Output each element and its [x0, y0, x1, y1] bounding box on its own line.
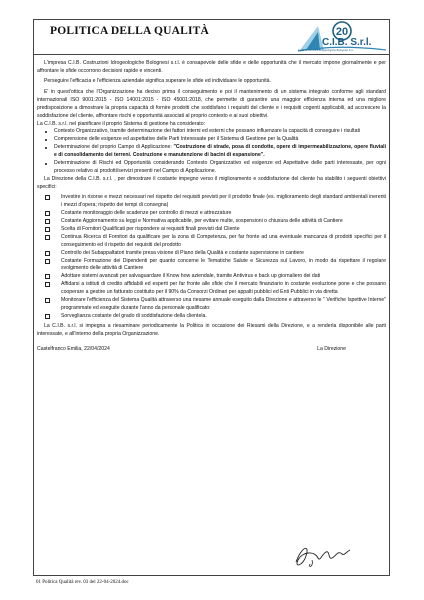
checkbox-icon [45, 227, 50, 232]
checkbox-icon [45, 235, 50, 240]
objective-item-2: Costante monitoraggio delle scadenze per controllo di mezzi e attrezzature [37, 210, 386, 218]
considered-item-4: Determinazione di Rischi ed Opportunità considerando Contesto Organizzativo ed esigenze ed Aspettative delle parti interessate, per ogni processo relativo ai prodotti/servizi presenti nel Campo di Applicazione. [37, 160, 386, 176]
objective-item-6: Controllo dei Subappaltatori tramite presa visione di Piano della Qualità e costante supervisione in cantiere [37, 250, 386, 258]
header-divider [34, 54, 389, 55]
intro-paragraph-1: L'impresa C.I.B. Costruzioni Idrogeologiche Bolognesi s.r.l. è consapevole delle sfide e delle opportunità che il mercato impone giornalmente e per affrontare le sfide occorrono decisioni rapide e vincenti. [37, 60, 386, 74]
checkbox-icon [45, 274, 50, 279]
objective-item-8: Adottare sistemi avanzati per salvaguardare il Know how aziendale, tramite Antivirus e back up giornaliero dei dati [37, 273, 386, 281]
bullet-icon [45, 147, 47, 149]
objective-item-7: Costante Formazione dei Dipendenti per quanto concerne le Tematiche Salute e Sicurezza sul Lavoro, in modo da rispettare il regolare svolgimento delle attività di Cantiere [37, 258, 386, 274]
considered-item-2: Comprensione delle esigenze ed aspettative delle Parti Interessate per il Sistema di Gestione per la Qualità [37, 136, 386, 144]
logo-anniversary-number: 20 [335, 26, 349, 38]
scope-statement: "Costruzione di strade, posa di condotte, opere di impermeabilizzazione, opere fluviali e di consolidamento dei terreni. Costruzione e manutenzione di bacini di espansione". [54, 144, 386, 159]
bullet-icon [45, 163, 47, 165]
checkbox-icon [45, 219, 50, 224]
intro-paragraph-3: E' in quest'ottica che l'Organizzazione ha deciso prima il conseguimento e poi il mantenimento di un sistema integrato conforme agli standard internazionali ISO 9001:2015 - ISO 14001:2015 - ISO 45001:2018, che permette di garantire una maggior efficienza interna ed una migliore predisposizione a dimostrare la propria capacità di fornire prodotti che soddisfano i requisiti del cliente e i requisiti cogenti applicabili, ad accrescere la soddisfazione del cliente, affrontare rischi e opportunità associati al proprio contesto e ai suoi obiettivi. [37, 88, 386, 119]
checkbox-icon [45, 251, 50, 256]
handwritten-signature [288, 540, 358, 570]
checkbox-icon [45, 195, 50, 200]
closing-paragraph: La C.I.B. s.r.l. si impegna a riesaminare periodicamente la Politica in occasione dei Riesami della Direzione, e a renderla disponibile alle parti interessate, e all'interno della propria Organizzazione. [37, 323, 386, 338]
objective-item-11: Sorveglianza costante del grado di soddisfazione della clientela. [37, 313, 386, 321]
objective-item-3: Costante Aggiornamento su leggi e Normativa applicabile, per evitare multe, sospensioni o chiusura delle attività di Cantiere [37, 218, 386, 226]
document-title: POLITICA DELLA QUALITÀ [50, 25, 210, 37]
document-footer: 01 Politica Qualità rev. 03 del 22-04-2024.doc [36, 580, 129, 585]
objective-item-1: Investire in risorse e mezzi necessari nel rispetto dei requisiti previsti per il prodotto finale (es. miglioramento degli standard ambientali inerenti i mezzi d'opera; rispetto dei tempi di consegna) [37, 194, 386, 210]
objectives-intro: La Direzione della C.I.B. s.r.l. , per dimostrare il costante impegno verso il miglioramento e soddisfazione del cliente ha stabilito i seguenti obiettivi specifici: [37, 175, 386, 190]
checkbox-icon [45, 282, 50, 287]
logo-company-fullname: C.I.B. Costruzioni Idrogeologiche Bolognesi S.r.l. [298, 49, 354, 52]
checkbox-icon [45, 211, 50, 216]
considered-item-3: Determinazione del proprio Campo di Applicazione: "Costruzione di strade, posa di condotte, opere di impermeabilizzazione, opere fluviali e di consolidamento dei terreni. Costruzione e manutenzione di bacini di espansione". [37, 144, 386, 160]
place-date: Castelfranco Emilia, 22/04/2024 [37, 346, 110, 353]
checkbox-icon [45, 314, 50, 319]
checkbox-icon [45, 259, 50, 264]
objective-item-10: Monitorare l'efficienza del Sistema Qualità attraverso una riesame annuale eseguito dalla Direzione e attraverso le " Verifiche Ispettive Interne" programmate ed eseguite durante l'anno da personale qualificato: [37, 297, 386, 313]
checkbox-icon [45, 298, 50, 303]
considered-item-1: Contesto Organizzativo, tramite determinazione dei fattori interni ed esterni che possano influenzare la capacità di conseguire i risultati [37, 128, 386, 136]
bullet-icon [45, 131, 47, 133]
policy-body [37, 60, 386, 354]
objective-item-9: Affidarsi a istituti di credito affidabili ed esperti per far fronte alle sfide che il mercato finanziario in costante evoluzione pone e che possano cooperare a gestire un fatturato costituito per il 90% da Consorzi Ordinari per appalti pubblici ed Enti Pubblici in via diretta [37, 281, 386, 297]
objective-item-4: Scelta di Fornitori Qualificati per rispondere ai requisiti finali previsti dal Cliente [37, 226, 386, 234]
signatory-label: La Direzione [317, 346, 346, 353]
objective-item-5: Continua Ricerca di Fornitori da qualificare per la zona di Competenza, per far fronte ad una eventuale mancanza di prodotti specifici per il conseguimento ed il rispetto dei requisiti del prodotto [37, 234, 386, 250]
intro-paragraph-4: La C.I.B. s.r.l. nel pianificare il proprio Sistema di gestione ha considerato: [37, 120, 206, 127]
bullet-icon [45, 139, 47, 141]
intro-paragraph-2: Perseguire l'efficacia e l'efficienza aziendale significa superare le sfide ed individuare le opportunità. [44, 78, 271, 85]
logo-company-name: C.I.B. S.r.l. [322, 37, 372, 48]
